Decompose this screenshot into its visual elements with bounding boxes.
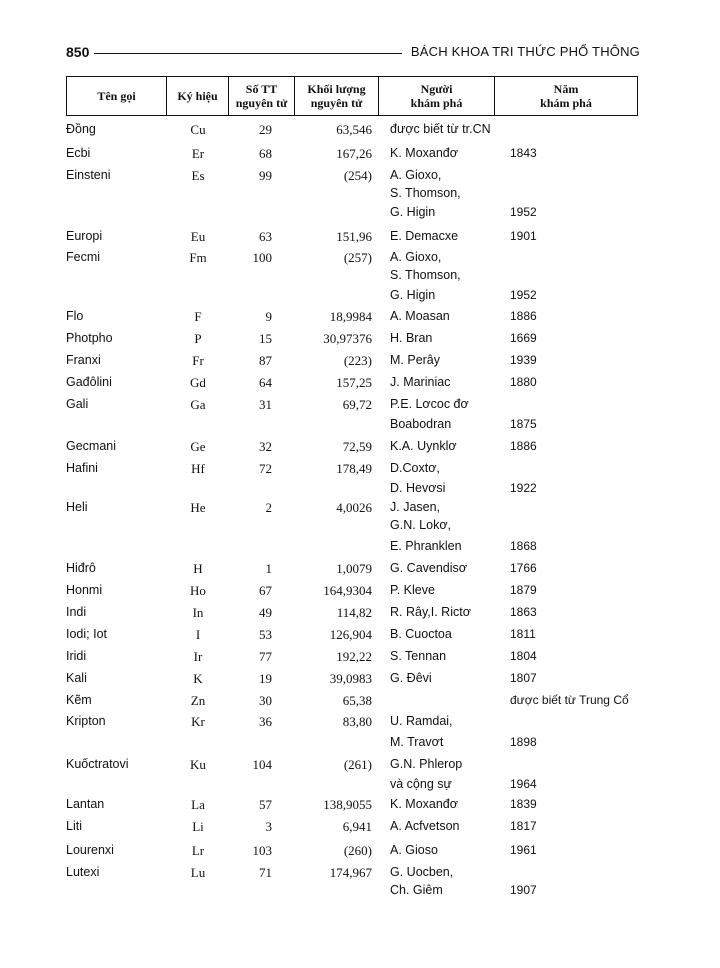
discovery-year: 1807: [510, 671, 537, 685]
atomic-number: 30: [259, 693, 272, 708]
atomic-mass: 72,59: [342, 439, 372, 454]
element-symbol: Eu: [190, 229, 206, 244]
discovery-year: 1907: [510, 883, 537, 897]
table-row: [66, 353, 640, 375]
discoverer: K. Moxanđơ: [390, 797, 458, 811]
discovery-year: 1880: [510, 375, 537, 389]
atomic-mass: 126,904: [329, 627, 372, 642]
discoverer: U. Ramdai,: [390, 714, 453, 728]
discoverer: A. Gioxo,: [390, 250, 442, 264]
discovery-year: 1952: [510, 205, 537, 219]
atomic-mass: 83,80: [342, 714, 372, 729]
element-name: Europi: [66, 229, 103, 243]
atomic-number: 53: [259, 627, 272, 642]
discoverer: B. Cuoctoa: [390, 627, 452, 641]
table-row: [66, 288, 640, 310]
atomic-number: 71: [259, 865, 272, 880]
atomic-number: 19: [259, 671, 272, 686]
element-name: Lutexi: [66, 865, 100, 879]
table-row: [66, 714, 640, 736]
discoverer: M. Perây: [390, 353, 441, 367]
discoverer: J. Mariniac: [390, 375, 451, 389]
element-symbol: Es: [191, 168, 205, 183]
element-symbol: Ga: [190, 397, 206, 412]
atomic-number: 36: [259, 714, 272, 729]
element-name: Gali: [66, 397, 89, 411]
discoverer: Boabodran: [390, 417, 452, 431]
atomic-number: 15: [259, 331, 272, 346]
atomic-mass: 6,941: [342, 819, 372, 834]
element-symbol: Ho: [190, 583, 206, 598]
table-row: [66, 397, 640, 419]
discoverer: G. Cavendisơ: [390, 561, 467, 575]
element-name: Indi: [66, 605, 87, 619]
atomic-mass: 167,26: [336, 146, 372, 161]
atomic-mass: 178,49: [336, 461, 372, 476]
header-rule: [94, 53, 402, 54]
table-row: [66, 518, 640, 540]
table-row: [66, 561, 640, 583]
element-symbol: H: [193, 561, 203, 576]
element-symbol: La: [191, 797, 205, 812]
element-symbol: Fm: [189, 250, 207, 265]
element-symbol: Ku: [190, 757, 206, 772]
atomic-mass: 63,546: [336, 122, 372, 137]
element-symbol: Lr: [191, 843, 205, 858]
element-name: Heli: [66, 500, 88, 514]
table-row: [66, 229, 640, 251]
element-symbol: Ir: [193, 649, 203, 664]
table-row: [66, 605, 640, 627]
atomic-mass: 157,25: [336, 375, 372, 390]
table-row: [66, 735, 640, 757]
atomic-number: 2: [265, 500, 272, 515]
atomic-mass: 192,22: [336, 649, 372, 664]
element-name: Kuốctratovi: [66, 757, 129, 771]
atomic-mass: 138,9055: [323, 797, 372, 812]
discovery-year: 1898: [510, 735, 537, 749]
atomic-mass: 69,72: [342, 397, 372, 412]
atomic-mass: 151,96: [336, 229, 372, 244]
element-symbol: Er: [191, 146, 205, 161]
column-header-year: Năm khám phá: [540, 82, 592, 110]
element-name: Iodi; Iot: [66, 627, 107, 641]
discovery-year: 1863: [510, 605, 537, 619]
atomic-number: 1: [265, 561, 272, 576]
discovery-year: 1766: [510, 561, 537, 575]
discoverer: A. Moasan: [390, 309, 450, 323]
discoverer: S. Tennan: [390, 649, 447, 663]
table-row: [66, 883, 640, 905]
table-row: [66, 439, 640, 461]
atomic-mass: 39,0983: [329, 671, 372, 686]
discoverer: M. Travơt: [390, 735, 444, 749]
discoverer: A. Acfvetson: [390, 819, 460, 833]
element-name: Franxi: [66, 353, 101, 367]
discovery-year: 1961: [510, 843, 537, 857]
atomic-number: 87: [259, 353, 272, 368]
discovery-year: 1901: [510, 229, 537, 243]
atomic-number: 67: [259, 583, 272, 598]
table-row: [66, 417, 640, 439]
element-symbol: Gd: [190, 375, 206, 390]
element-name: Kali: [66, 671, 87, 685]
discovery-year: 1868: [510, 539, 537, 553]
table-row: [66, 375, 640, 397]
atomic-number: 99: [259, 168, 272, 183]
element-name: Lourenxi: [66, 843, 114, 857]
column-header-atomic-number: Số TT nguyên tử: [229, 77, 295, 115]
atomic-number: 31: [259, 397, 272, 412]
table-row: [66, 205, 640, 227]
discoverer: K. Moxanđơ: [390, 146, 458, 160]
discoverer: G. Higin: [390, 205, 436, 219]
table-row: [66, 331, 640, 353]
element-name: Hiđrô: [66, 561, 96, 575]
element-symbol: Kr: [191, 714, 205, 729]
table-row: [66, 146, 640, 168]
discovery-year: 1804: [510, 649, 537, 663]
atomic-mass: (260): [343, 843, 372, 858]
table-row: [66, 843, 640, 865]
table-row: [66, 777, 640, 799]
discoverer: S. Thomson,: [390, 186, 461, 200]
element-symbol: Hf: [191, 461, 205, 476]
discoverer: G.N. Lokơ,: [390, 518, 451, 532]
element-name: Photpho: [66, 331, 113, 345]
atomic-number: 57: [259, 797, 272, 812]
discoverer: P. Kleve: [390, 583, 435, 597]
discovery-year: 1839: [510, 797, 537, 811]
atomic-mass: 164,9304: [323, 583, 372, 598]
table-row: [66, 797, 640, 819]
discoverer: và cộng sự: [390, 777, 452, 791]
element-name: Einsteni: [66, 168, 111, 182]
element-symbol: In: [192, 605, 204, 620]
atomic-number: 29: [259, 122, 272, 137]
atomic-number: 64: [259, 375, 272, 390]
discoverer: được biết từ tr.CN: [390, 122, 491, 136]
table-row: [66, 309, 640, 331]
page-header: [66, 44, 640, 62]
atomic-mass: (223): [343, 353, 372, 368]
discoverer: J. Jasen,: [390, 500, 441, 514]
element-symbol: F: [194, 309, 202, 324]
atomic-number: 49: [259, 605, 272, 620]
table-row: [66, 671, 640, 693]
element-name: Kripton: [66, 714, 106, 728]
table-row: [66, 693, 640, 715]
element-name: Ecbi: [66, 146, 91, 160]
discoverer: D. Hevơsi: [390, 481, 446, 495]
discovery-year: 1922: [510, 481, 537, 495]
atomic-mass: 4,0026: [336, 500, 372, 515]
atomic-number: 104: [252, 757, 272, 772]
discoverer: A. Gioxo,: [390, 168, 442, 182]
atomic-number: 3: [265, 819, 272, 834]
atomic-number: 63: [259, 229, 272, 244]
element-name: Lantan: [66, 797, 105, 811]
table-row: [66, 461, 640, 483]
atomic-mass: 30,97376: [323, 331, 372, 346]
atomic-mass: (254): [343, 168, 372, 183]
table-header: [66, 76, 638, 116]
discoverer: G. Higin: [390, 288, 436, 302]
element-symbol: P: [194, 331, 202, 346]
atomic-number: 72: [259, 461, 272, 476]
column-header-atomic-mass: Khối lượng nguyên tử: [295, 77, 379, 115]
table-row: [66, 539, 640, 561]
element-symbol: Li: [192, 819, 204, 834]
discovery-year: 1964: [510, 777, 537, 791]
table-row: [66, 819, 640, 841]
discoverer: D.Coxtơ,: [390, 461, 440, 475]
element-name: Kẽm: [66, 693, 92, 707]
column-header-name: Tên gọi: [67, 77, 167, 115]
atomic-mass: 1,0079: [336, 561, 372, 576]
discovery-year: 1843: [510, 146, 537, 160]
discoverer: S. Thomson,: [390, 268, 461, 282]
table-row: [66, 268, 640, 290]
discoverer: G. Uocben,: [390, 865, 454, 879]
atomic-number: 103: [252, 843, 272, 858]
running-title: BÁCH KHOA TRI THỨC PHỔ THÔNG: [410, 44, 640, 59]
discovery-year: 1875: [510, 417, 537, 431]
discoverer: E. Phranklen: [390, 539, 462, 553]
atomic-number: 9: [265, 309, 272, 324]
discoverer: Ch. Giêm: [390, 883, 443, 897]
element-name: Honmi: [66, 583, 103, 597]
discoverer: P.E. Lơcoc đơ: [390, 397, 469, 411]
discovery-year: 1879: [510, 583, 537, 597]
element-symbol: Zn: [190, 693, 206, 708]
element-name: Gecmani: [66, 439, 117, 453]
discoverer: R. Rây,I. Rictơ: [390, 605, 471, 619]
discovery-year: 1669: [510, 331, 537, 345]
element-symbol: He: [190, 500, 206, 515]
atomic-number: 68: [259, 146, 272, 161]
discoverer: K.A. Uynklơ: [390, 439, 457, 453]
discoverer: A. Gioso: [390, 843, 438, 857]
element-name: Iridi: [66, 649, 87, 663]
page-number: 850: [66, 44, 90, 60]
element-symbol: Cu: [190, 122, 206, 137]
atomic-mass: 114,82: [336, 605, 372, 620]
discoverer: G. Đêvi: [390, 671, 432, 685]
discovery-year: 1886: [510, 439, 537, 453]
discovery-year: được biết từ Trung Cổ: [510, 693, 629, 707]
table-row: [66, 757, 640, 779]
element-name: Hafini: [66, 461, 98, 475]
element-name: Liti: [66, 819, 82, 833]
atomic-number: 32: [259, 439, 272, 454]
atomic-mass: 18,9984: [329, 309, 372, 324]
discovery-year: 1952: [510, 288, 537, 302]
element-name: Fecmi: [66, 250, 101, 264]
discoverer: E. Demacxe: [390, 229, 459, 243]
atomic-number: 77: [259, 649, 272, 664]
element-name: Flo: [66, 309, 84, 323]
atomic-mass: 174,967: [329, 865, 372, 880]
atomic-mass: (261): [343, 757, 372, 772]
element-symbol: Ge: [190, 439, 206, 454]
element-symbol: I: [195, 627, 201, 642]
column-header-symbol: Ký hiệu: [167, 77, 229, 115]
atomic-mass: (257): [343, 250, 372, 265]
atomic-mass: 65,38: [342, 693, 372, 708]
table-row: [66, 649, 640, 671]
element-name: Đồng: [66, 122, 96, 136]
table-row: [66, 583, 640, 605]
discoverer: G.N. Phlerop: [390, 757, 463, 771]
element-symbol: Lu: [190, 865, 206, 880]
discovery-year: 1939: [510, 353, 537, 367]
discovery-year: 1811: [510, 627, 536, 641]
table-row: [66, 122, 640, 144]
discoverer: H. Bran: [390, 331, 433, 345]
column-header-discoverer: Người khám phá: [379, 77, 495, 115]
element-symbol: K: [193, 671, 203, 686]
element-name: Gađôlini: [66, 375, 112, 389]
atomic-number: 100: [252, 250, 272, 265]
discovery-year: 1886: [510, 309, 537, 323]
element-symbol: Fr: [192, 353, 204, 368]
table-row: [66, 627, 640, 649]
discovery-year: 1817: [510, 819, 537, 833]
